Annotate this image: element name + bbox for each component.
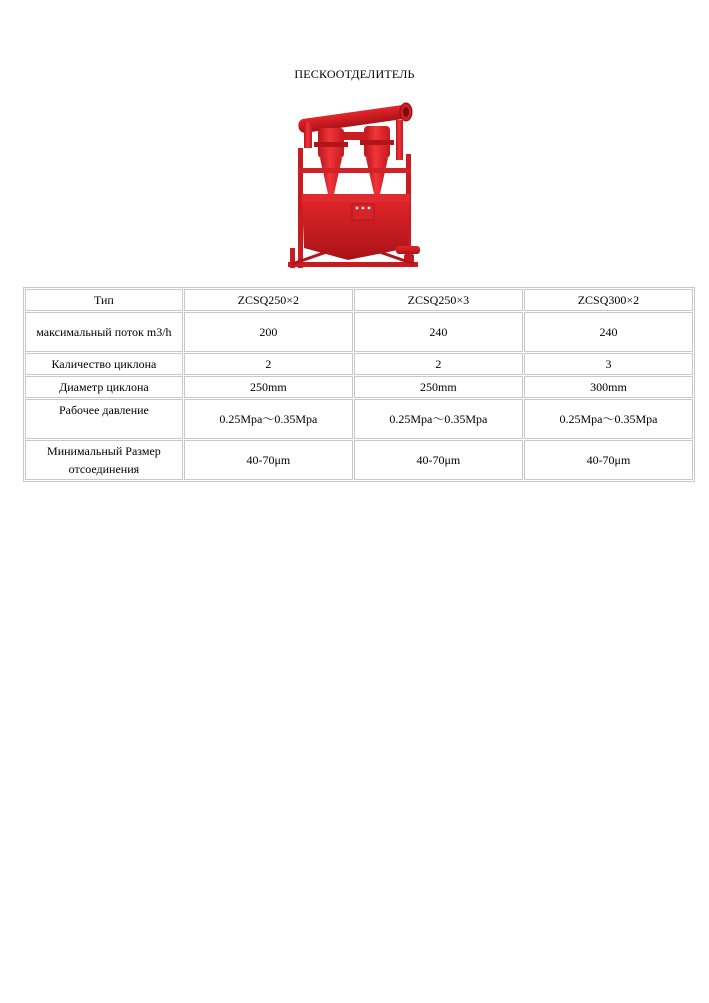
table-cell: 2: [354, 353, 523, 375]
table-header-model: ZCSQ300×2: [524, 289, 693, 311]
row-label: Каличество циклона: [25, 353, 183, 375]
table-row: [25, 312, 693, 352]
table-cell: 3: [524, 353, 693, 375]
spec-table: [23, 287, 695, 482]
table-cell: 240: [354, 312, 523, 352]
table-cell: 0.25Mpa～0.35Mpa: [524, 399, 693, 439]
table-header-model: ZCSQ250×3: [354, 289, 523, 311]
table-row: [25, 376, 693, 398]
table-cell: 40-70μm: [184, 440, 353, 480]
desander-machine-image: [278, 98, 428, 278]
row-label: Рабочее давление: [25, 399, 183, 439]
table-cell: 250mm: [184, 376, 353, 398]
table-cell: 0.25Mpa～0.35Mpa: [354, 399, 523, 439]
table-header-row: [25, 289, 693, 311]
table-cell: 240: [524, 312, 693, 352]
table-cell: 300mm: [524, 376, 693, 398]
row-label: Диаметр циклона: [25, 376, 183, 398]
row-label: Минимальный Размер отсоединения: [25, 440, 183, 480]
table-row: [25, 440, 693, 480]
table-header-model: ZCSQ250×2: [184, 289, 353, 311]
table-cell: 40-70μm: [354, 440, 523, 480]
table-row: [25, 399, 693, 439]
table-cell: 250mm: [354, 376, 523, 398]
row-label: максимальный поток m3/h: [25, 312, 183, 352]
table-row: [25, 353, 693, 375]
table-header-label: Тип: [25, 289, 183, 311]
table-cell: 40-70μm: [524, 440, 693, 480]
page-title: ПЕСКООТДЕЛИТЕЛЬ: [294, 67, 415, 81]
table-cell: 0.25Mpa～0.35Mpa: [184, 399, 353, 439]
table-cell: 200: [184, 312, 353, 352]
table-cell: 2: [184, 353, 353, 375]
